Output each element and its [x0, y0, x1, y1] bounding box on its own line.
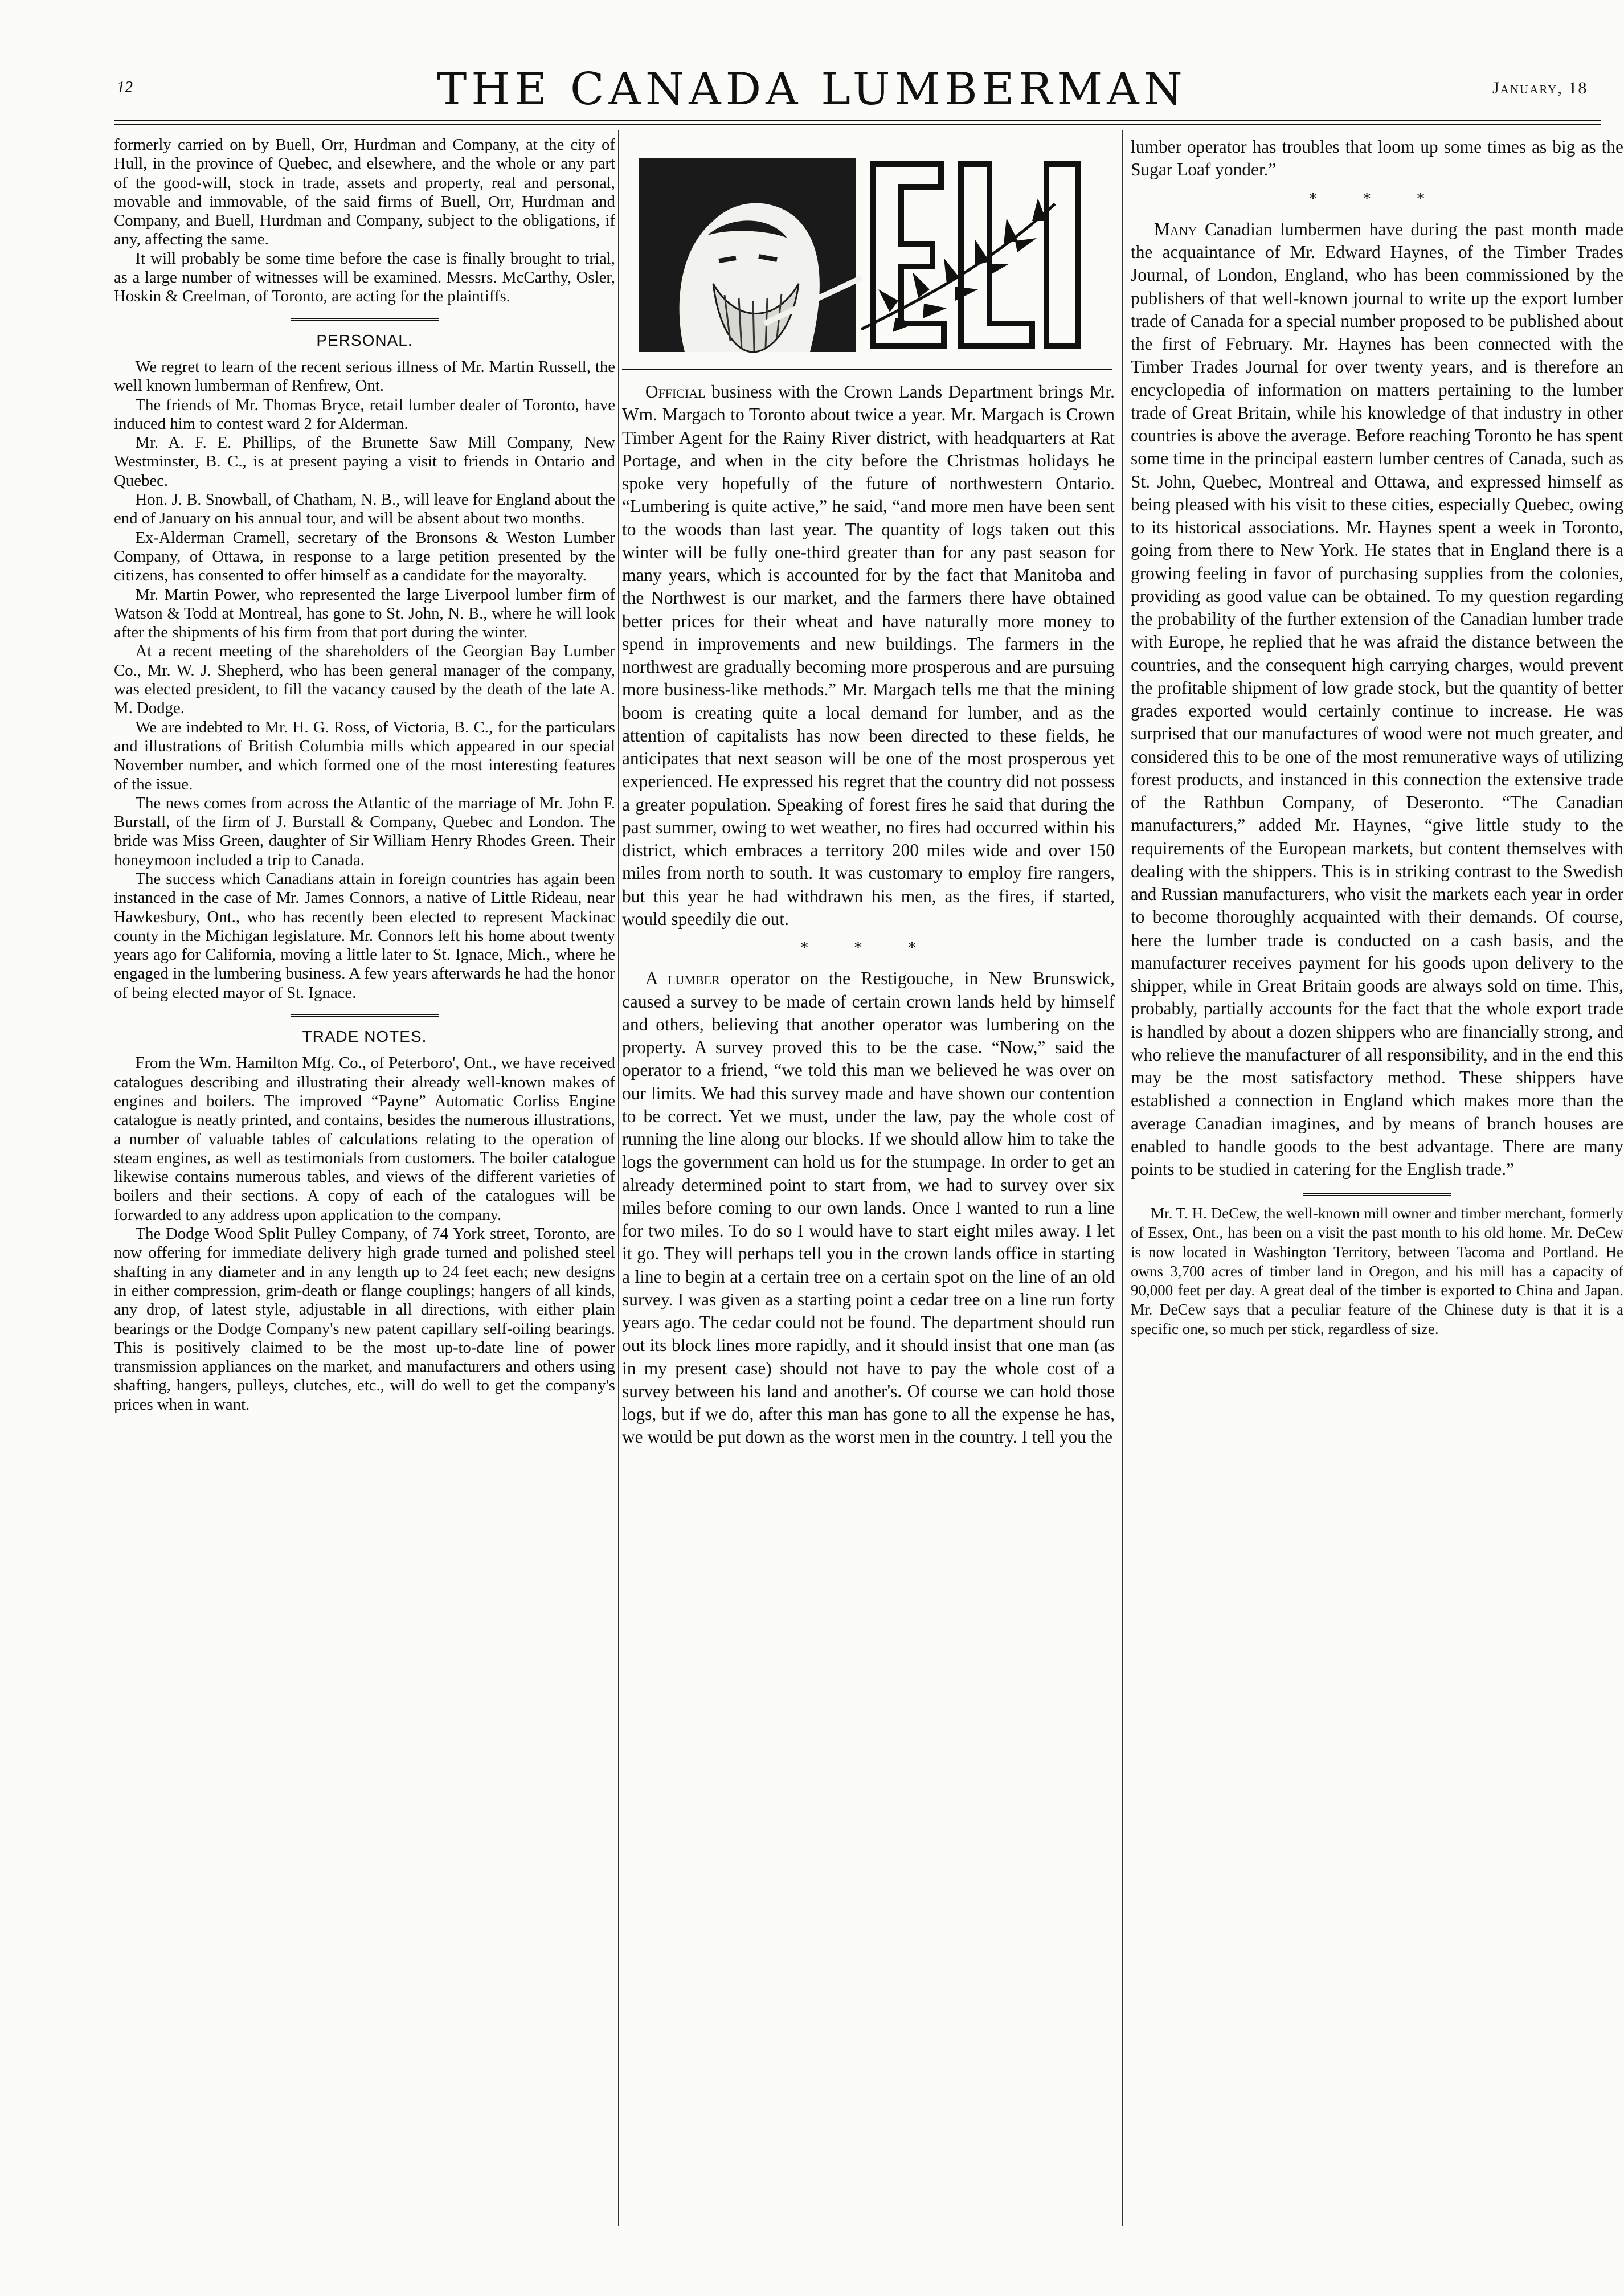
personal-item: At a recent meeting of the shareholders of the Georgian Bay Lumber Co., Mr. W. J. Shepherd, who has been general manager of the company, was elected president, to fill the vacancy caused by the death of the late A. M. Dodge. — [114, 642, 615, 718]
personal-item: We regret to learn of the recent serious illness of Mr. Martin Russell, the well known lumberman of Renfrew, Ont. — [114, 357, 615, 395]
lead-word: Official — [645, 382, 706, 402]
section-divider — [291, 318, 439, 323]
personal-item: We are indebted to Mr. H. G. Ross, of Victoria, B. C., for the particulars and illustrations of British Columbia mills which appeared in our special November number, and which formed one of the most interesting features of the issue. — [114, 718, 615, 793]
section-heading-trade-notes: TRADE NOTES. — [302, 1028, 427, 1046]
lead-word: Many — [1153, 219, 1197, 239]
personal-item: The success which Canadians attain in foreign countries has again been instanced in the case of Mr. James Connors, a native of Little Rideau, near Hawkesbury, Ont., who has recently been elected to represent Mackinac county in the Michigan legislature. Mr. Connors left his home about twenty years ago for California, moving a little later to St. Ignace, Mich., where he engaged in the lumbering business. A few years afterwards he had the honor of being elected mayor of St. Ignace. — [114, 869, 615, 1002]
section-stars: * * * — [800, 938, 937, 957]
personal-item: The friends of Mr. Thomas Bryce, retail lumber dealer of Toronto, have induced him to contest ward 2 for Alderman. — [114, 395, 615, 433]
article-decew: Mr. T. H. DeCew, the well-known mill owner and timber merchant, formerly of Essex, Ont., has been on a visit the past month to his old home. Mr. DeCew is now located in Washington Territory, between Tacoma and Portland. He owns 3,700 acres of timber land in Oregon, and his mill has a capacity of 90,000 feet per day. A great deal of the timber is exported to China and Japan. Mr. DeCew says that a peculiar feature of the Chinese duty is that it is a specific one, so much per stick, regardless of size. — [1131, 1205, 1623, 1338]
section-heading-personal: PERSONAL. — [316, 331, 413, 349]
article-haynes-visit: Canadian lumbermen have during the past month made the acquaintance of Mr. Edward Haynes, of the Timber Trades Journal, of London, England, who has been commissioned by the publishers of that well-known journal to write up the export lumber trade of Canada for a special number proposed to be published about the first of February. Mr. Haynes has been connected with the Timber Trades Journal for over twenty years, and is therefore an encyclopedia of information on matters pertaining to the lumber trade of Great Britain, while his knowledge of that industry in other countries is above the average. Before reaching Toronto he has spent some time in the principal eastern lumber centres of Canada, such as St. John, Quebec, Montreal and Ottawa, and expressed himself as being pleased with his visit to these cities, especially Quebec, owing to its historical associations. Mr. Haynes spent a week in Toronto, going from there to New York. He states that in England there is a growing feeling in favor of purchasing supplies from the colonies, providing as good value can be obtained. To my question regarding the probability of the further extension of the Canadian lumber trade with Europe, he replied that he was afraid the distance between the countries, and the consequent high carrying charges, would prevent the profitable shipment of low grade stock, but the quantity of better grades exported would certainly continue to increase. He was surprised that our manufactures of wood were not much greater, and considered this to be one of the most remunerative ways of utilizing forest products, and instanced in this connection the extensive trade of the Rathbun Company, of Deseronto. “The Canadian manufacturers,” added Mr. Haynes, “give little study to the requirements of the European markets, but content themselves with dealing with the shippers. This is in striking contrast to the Swedish and Russian manufacturers, who visit the markets each year in order to become thoroughly acquainted with their demands. Of course, here the lumber trade is conducted on a cash basis, and the manufacturer receives payment for his goods upon delivery to the shipper, while in Great Britain goods are always sold on time. This, probably, partially accounts for the fact that the whole export trade is handled by about a dozen shippers who are financially strong, and who relieve the manufacturer of all responsibility, and in the end this may be the most satisfactory method. These shippers have established a connection in England which makes more than the average Canadian imagines, and by means of branch houses are enabled to handle goods to the best advantage. There are many points to be studied in catering for the English trade.” — [1131, 219, 1623, 1179]
header-rule-top — [114, 120, 1601, 121]
section-divider — [1303, 1193, 1451, 1198]
column-3 — [1131, 136, 1623, 2254]
page-number: 12 — [117, 79, 133, 96]
article-restigouche-survey: operator on the Restigouche, in New Brunswick, caused a survey to be made of certain crown lands held by himself and others, believing that another operator was lumbering on the property. A survey proved this to be the case. “Now,” said the operator to a friend, “we told this man we believed he was over on our limits. We had this survey made and have shown our contention to be correct. Yet we must, under the law, pay the whole cost of running the line along our blocks. If we should allow him to take the logs the government can hold us for the stumpage. In order to get an already determined point to start from, we had to survey over six miles before coming to our own lands. Once I wanted to run a line for two miles. To do so I would have to start eight miles away. I let it go. They will perhaps tell you in the crown lands office in starting a line to begin at a certain tree on a certain spot on the line of an old survey. I was given as a starting point a cedar tree on a line run forty years ago. The cedar could not be found. The department should run out its block lines more rapidly, and it should insist that one man (as in my present case) should not have to pay the whole cost of a survey between his land and another's. Of course we can hold those logs, but if we do, after this man has gone to all the expense he has, we would be put down as the worst men in the country. I tell you the — [622, 968, 1115, 1447]
lead-word: A lumber — [645, 968, 720, 989]
eli-title-illustration — [622, 136, 1112, 370]
personal-item: Hon. J. B. Snowball, of Chatham, N. B., will leave for England about the end of January on his annual tour, and will be absent about two months. — [114, 490, 615, 528]
section-stars: * * * — [1308, 189, 1446, 208]
column-rule-1 — [618, 130, 619, 2226]
masthead-title: THE CANADA LUMBERMAN — [437, 64, 1187, 115]
personal-item: The news comes from across the Atlantic of the marriage of Mr. John F. Burstall, of the firm of J. Burstall & Company, Quebec and London. The bride was Miss Green, daughter of Sir William Henry Rhodes Green. Their honeymoon included a trip to Canada. — [114, 793, 615, 869]
column-1 — [114, 136, 615, 2243]
column-rule-2 — [1122, 130, 1123, 2226]
trade-note: From the Wm. Hamilton Mfg. Co., of Peterboro', Ont., we have received catalogues describing and illustrating their already well-known makes of engines and boilers. The improved “Payne” Automatic Corliss Engine catalogue is neatly printed, and contains, besides the numerous illustrations, a number of valuable tables of calculations relating to the operation of steam engines, as well as testimonials from customers. The boiler catalogue likewise contains numerous tables, and views of the different varieties of boilers and their sections. A copy of each of the catalogues will be forwarded to any address upon application to the company. — [114, 1054, 615, 1224]
article-continuation: lumber operator has troubles that loom up some times as big as the Sugar Loaf yonder.” — [1131, 137, 1623, 180]
article-official-business: business with the Crown Lands Department brings Mr. Wm. Margach to Toronto about twice a year. Mr. Margach is Crown Timber Agent for the Rainy River district, with headquarters at Rat Portage, and when in the city before the Christmas holidays he spoke very hopefully of the future of northwestern Ontario. “Lumbering is quite active,” he said, “and more men have been sent to the woods than last year. The quantity of logs taken out this winter will be fully one-third greater than for any past season for many years, which is accounted for by the fact that Manitoba and the Northwest is our market, and the farmers there have obtained better prices for their wheat and have naturally more money to spend in improvements and new buildings. The farmers in the northwest are gradually becoming more prosperous and are pursuing more business-like methods.” Mr. Margach tells me that the mining boom is creating quite a local demand for lumber, and as the attention of capitalists has now been directed to these fields, he anticipates that next season will be one of the most prosperous yet experienced. He expressed his regret that the country did not possess a greater population. Speaking of forest fires he said that during the past summer, owing to wet weather, no fires had occurred within his district, which embraces a territory 200 miles wide and over 150 miles from north to south. It was customary to employ fire rangers, but this year he had withdrawn his men, as the fires, if started, would speedily die out. — [622, 382, 1115, 929]
personal-item: Mr. A. F. E. Phillips, of the Brunette Saw Mill Company, New Westminster, B. C., is at present paying a visit to friends in Ontario and Quebec. — [114, 433, 615, 490]
article-paragraph: It will probably be some time before the case is finally brought to trial, as a large number of witnesses will be examined. Messrs. McCarthy, Osler, Hoskin & Creelman, of Toronto, are acting for the plaintiffs. — [114, 249, 615, 306]
trade-note: The Dodge Wood Split Pulley Company, of 74 York street, Toronto, are now offering for immediate delivery high grade turned and polished steel shafting in any diameter and in any length up to 24 feet each; new designs in either compression, grim-death or flange couplings; hangers of all kinds, any drop, of latest style, adjustable in all directions, with either plain bearings or the Dodge Company's new patent capillary self-oiling bearings. This is positively claimed to be the most up-to-date line of power transmission appliances on the market, and manufacturers and others using shafting, hangers, pulleys, clutches, etc., will do well to get the company's prices when in want. — [114, 1225, 615, 1414]
section-divider — [291, 1014, 439, 1019]
header-rule-bottom — [114, 124, 1601, 125]
personal-item: Mr. Martin Power, who represented the large Liverpool lumber firm of Watson & Todd at Montreal, has gone to St. John, N. B., where he will look after the shipments of his firm from that port during the winter. — [114, 585, 615, 642]
issue-date: January, 18 — [1492, 79, 1588, 97]
column-2 — [622, 136, 1115, 2260]
personal-item: Ex-Alderman Cramell, secretary of the Bronsons & Weston Lumber Company, of Ottawa, in response to a large petition presented by the citizens, has consented to offer himself as a candidate for the mayoralty. — [114, 528, 615, 585]
article-continuation: formerly carried on by Buell, Orr, Hurdman and Company, at the city of Hull, in the province of Quebec, and elsewhere, and the whole or any part of the good-will, stock in trade, assets and property, real and personal, movable and immovable, of the said firms of Buell, Orr, Hurdman and Company, and Buell, Hurdman and Company, subject to the obligations, if any, affecting the same. — [114, 136, 615, 249]
